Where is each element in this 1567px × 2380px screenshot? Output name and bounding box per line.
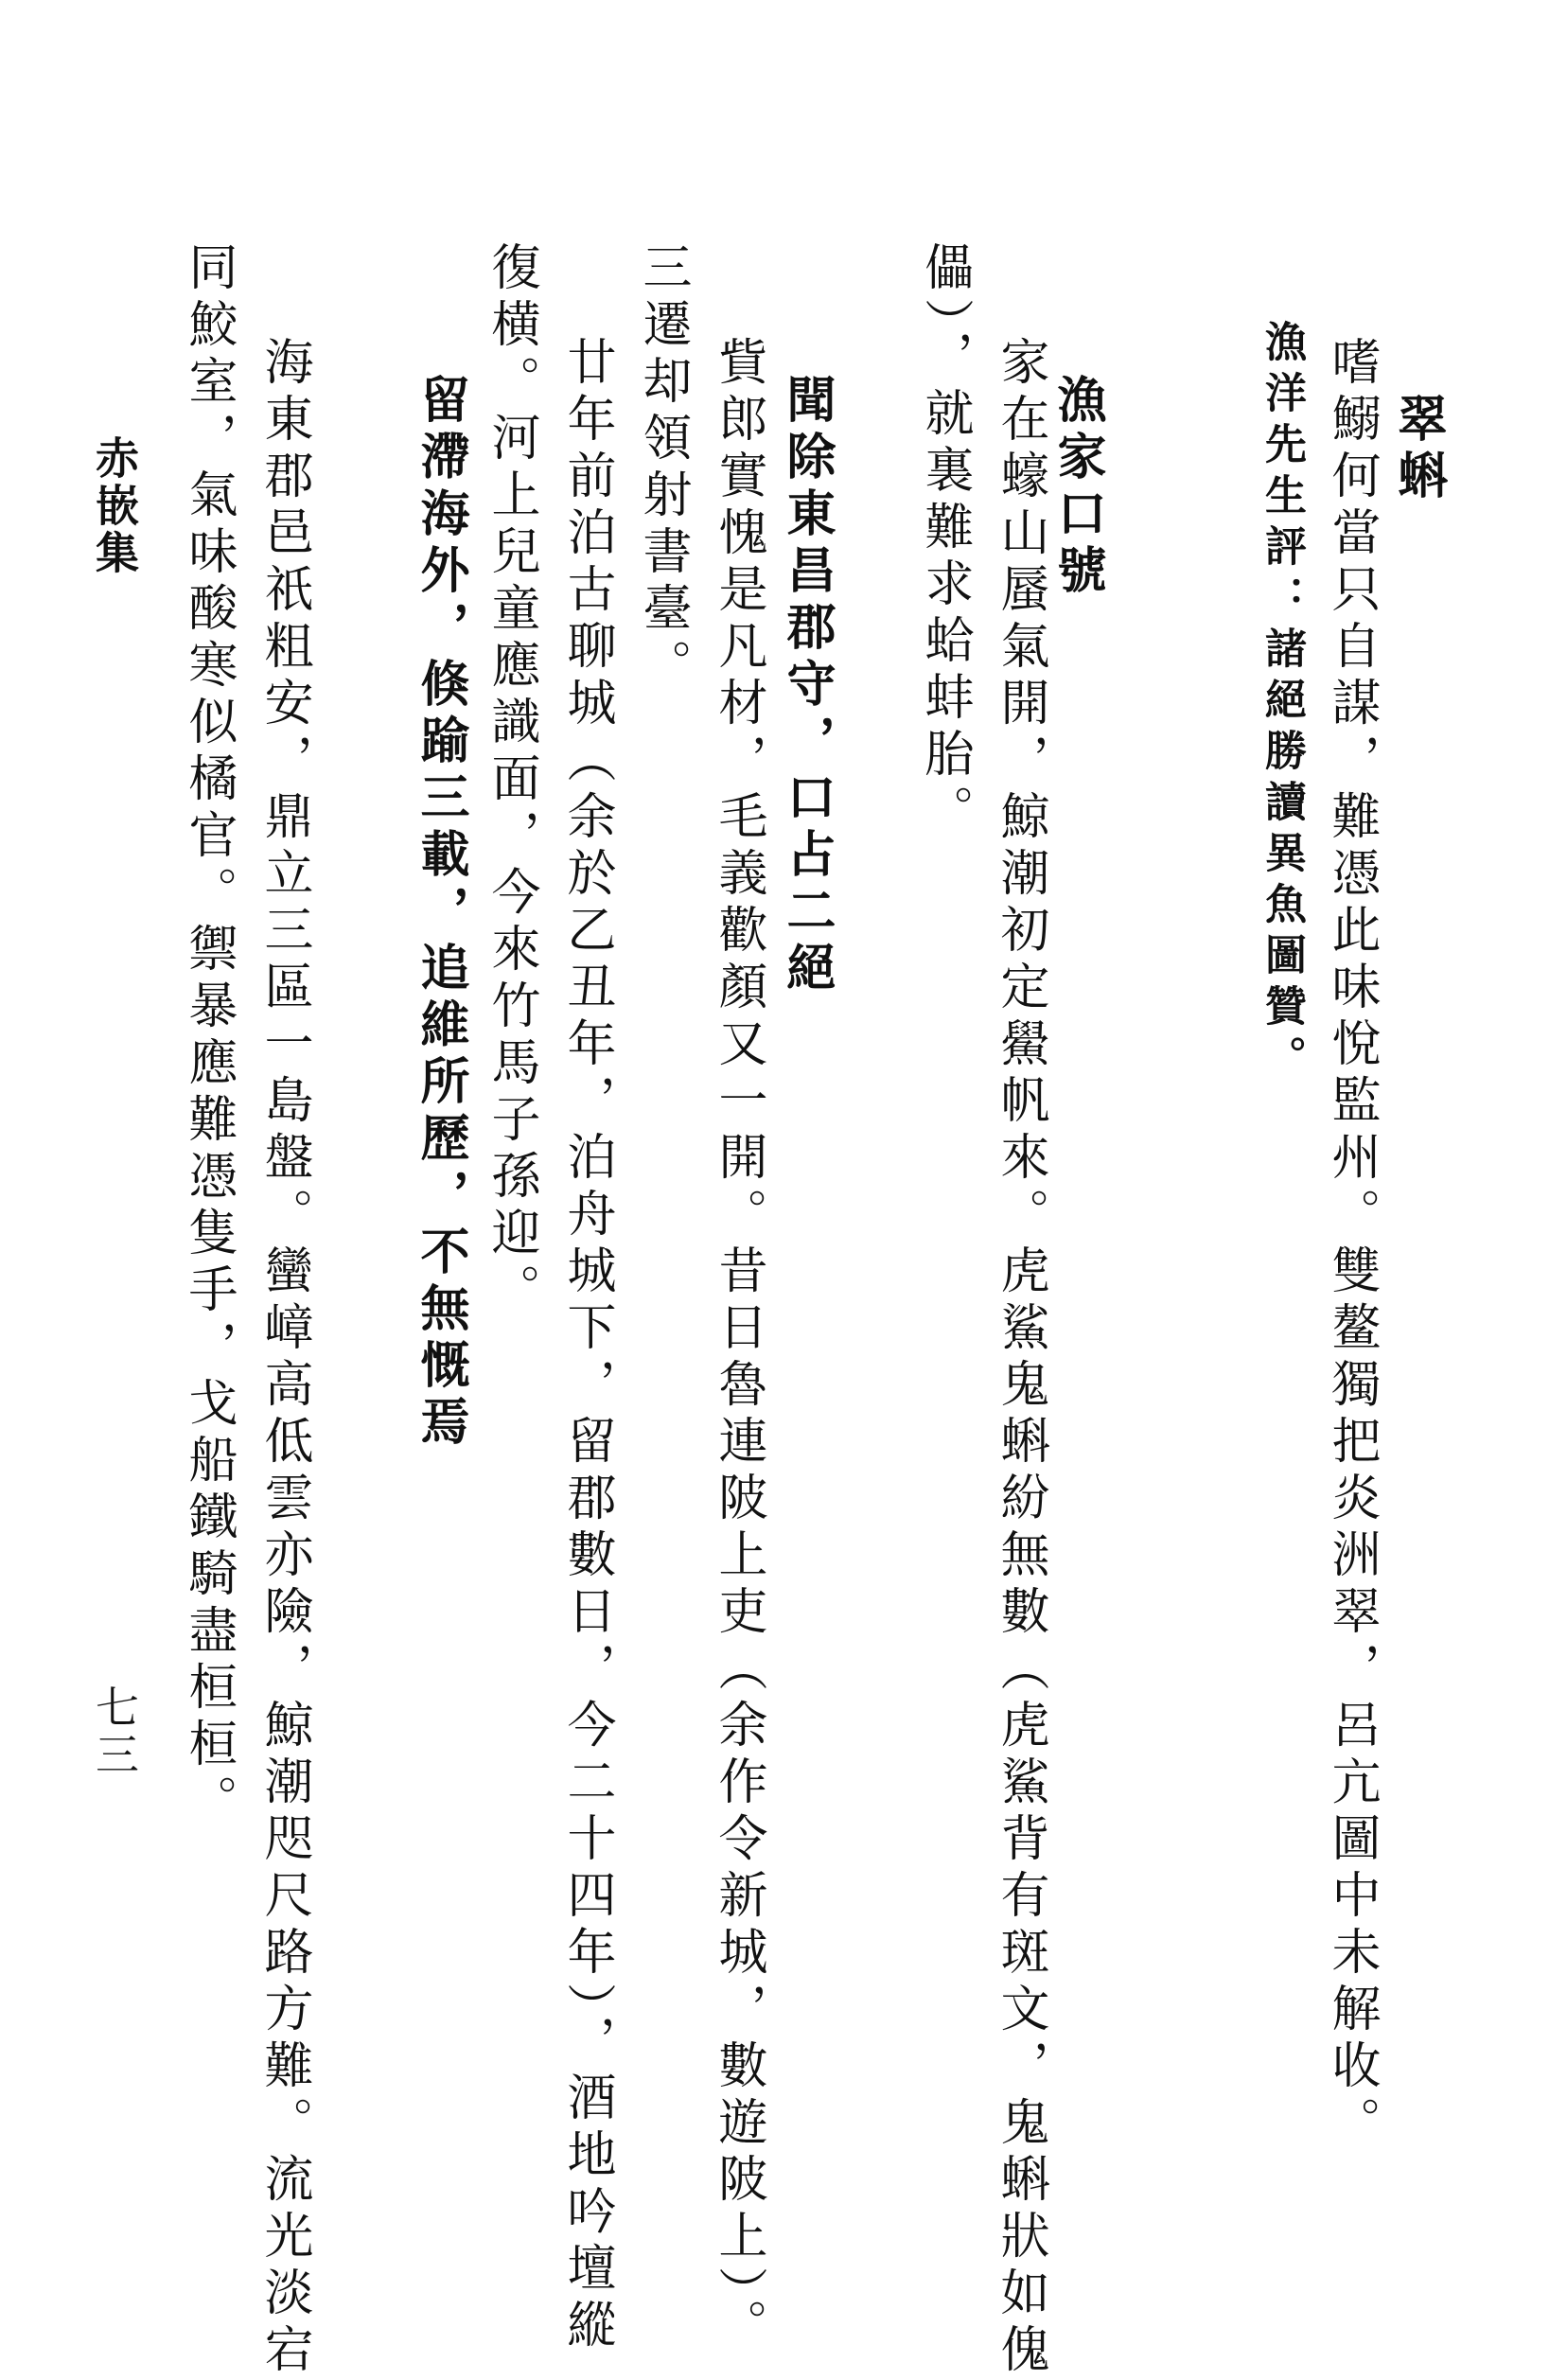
commentary-line: 漁洋先生評：諸絕勝讀異魚圖贊。 <box>1258 320 1306 1086</box>
poem-line: 三遷却領射書臺。 <box>634 241 691 696</box>
poem-line: 貲郎實愧是凡材，毛義歡顏又一開。昔日魯連陂上吏（余作令新城，數遊陂上）。 <box>710 336 766 2355</box>
poem-line: 復横。河上兒童應識面，今來竹馬子孫迎。 <box>483 241 539 1320</box>
poem-title-liuzhi: 留滯海外，倏踰三載，追維所歷，不無慨焉 <box>412 374 468 1453</box>
running-head-title: 赤嵌集 <box>89 435 140 577</box>
page-number: 七三 <box>89 1684 140 1779</box>
poem-line: 同鮫室，氣味酸寒似橘官。禦暴應難憑隻手，戈船鐵騎盡桓桓。 <box>180 241 237 1831</box>
poem-title-cuike: 翠蝌 <box>1389 393 1446 506</box>
poem-line: 儡），就裏難求蛤蚌胎。 <box>916 241 973 841</box>
poem-line: 家在蠔山蜃氣開，鯨潮初定鱟帆來。虎鯊鬼蝌紛無數（虎鯊背有斑文，鬼蝌狀如傀 <box>992 336 1048 2380</box>
poem-title-yujia: 漁家口號 <box>1048 374 1105 601</box>
poem-line: 嗜鰯何當只自謀，難憑此味悅監州。雙鳌獨把炎洲翠，呂亢圖中未解收。 <box>1323 336 1380 2153</box>
poem-line: 海東郡邑祇粗安，鼎立三區一島盤。蠻嶂高低雲亦險，鯨潮咫尺路方難。流光淡宕 <box>255 336 312 2380</box>
poem-line: 廿年前泊古聊城（余於乙丑年，泊舟城下，留郡數日，今二十四年），酒地吟壇縱 <box>558 336 615 2355</box>
poem-title-dongchang: 聞除東昌郡守，口占二絕 <box>778 374 835 998</box>
